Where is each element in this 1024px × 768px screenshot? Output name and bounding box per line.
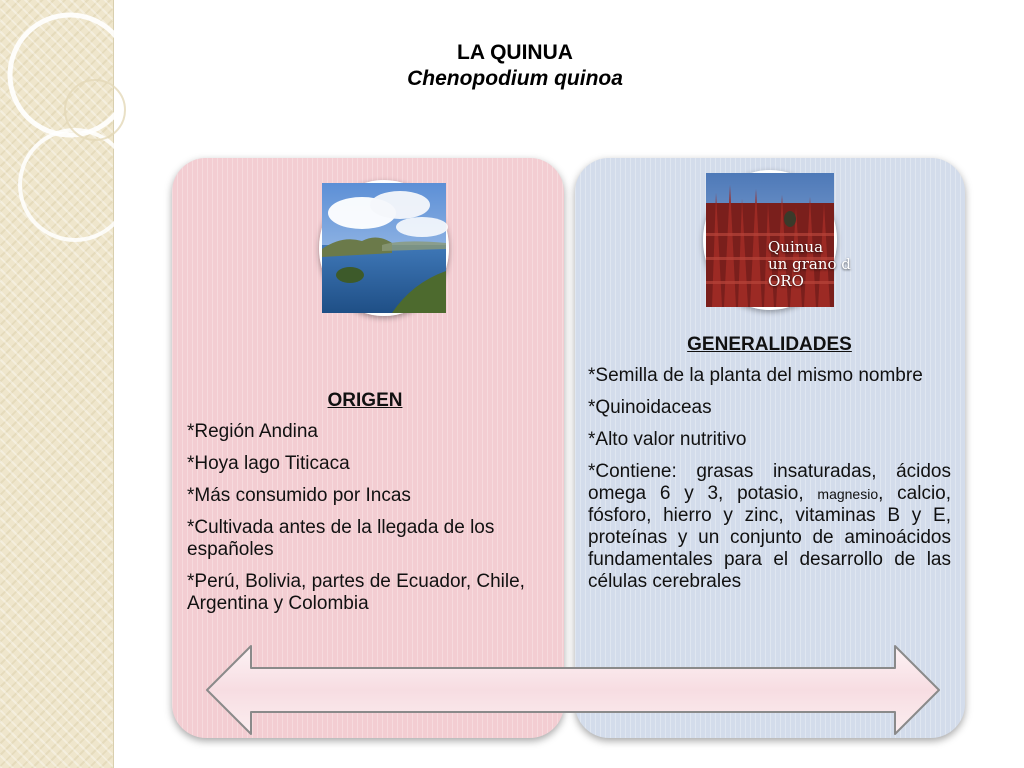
- origen-text: [187, 390, 543, 625]
- generalidades-item: *Semilla de la planta del mismo nombre: [588, 365, 923, 386]
- generalidades-item: *Alto valor nutritivo: [588, 429, 747, 450]
- photo-caption-line2: un grano d: [768, 255, 851, 273]
- generalidades-item: *Quinoidaceas: [588, 397, 712, 418]
- origen-item: *Hoya lago Titicaca: [187, 453, 350, 474]
- title-scientific-name: Chenopodium quinoa: [407, 67, 623, 90]
- slide-title: [320, 40, 710, 92]
- lake-landscape-image: [322, 183, 446, 313]
- photo-caption: [768, 239, 851, 290]
- generalidades-heading: GENERALIDADES: [687, 334, 852, 355]
- generalidades-contiene-item: [588, 461, 951, 593]
- quinoa-field-photo: [703, 170, 851, 310]
- contiene-text-part1: *Contiene: grasas insaturadas, ácidos omega 6 y 3, potasio,: [588, 461, 951, 504]
- decorative-side-strip: [0, 0, 114, 768]
- contiene-text-small: magnesio: [817, 486, 879, 502]
- origen-item: *Región Andina: [187, 421, 318, 442]
- photo-caption-line3: ORO: [768, 272, 804, 290]
- origen-heading: ORIGEN: [327, 390, 403, 411]
- double-headed-arrow: [203, 642, 943, 738]
- contiene-text-part2: , calcio, fósforo, hierro y zinc, vitaminas B y E, proteínas y un conjunto de aminoácidos fundamentales para el desarrollo de las células cerebrales: [588, 483, 952, 592]
- generalidades-text: [588, 334, 951, 603]
- lake-titicaca-photo: [319, 180, 449, 316]
- origen-item: *Cultivada antes de la llegada de los españoles: [187, 517, 495, 560]
- origen-item: *Perú, Bolivia, partes de Ecuador, Chile, Argentina y Colombia: [187, 571, 525, 614]
- photo-caption-line1: Quinua: [768, 238, 824, 256]
- decorative-circles: [0, 0, 113, 768]
- origen-item: *Más consumido por Incas: [187, 485, 411, 506]
- title-main: LA QUINUA: [457, 41, 573, 64]
